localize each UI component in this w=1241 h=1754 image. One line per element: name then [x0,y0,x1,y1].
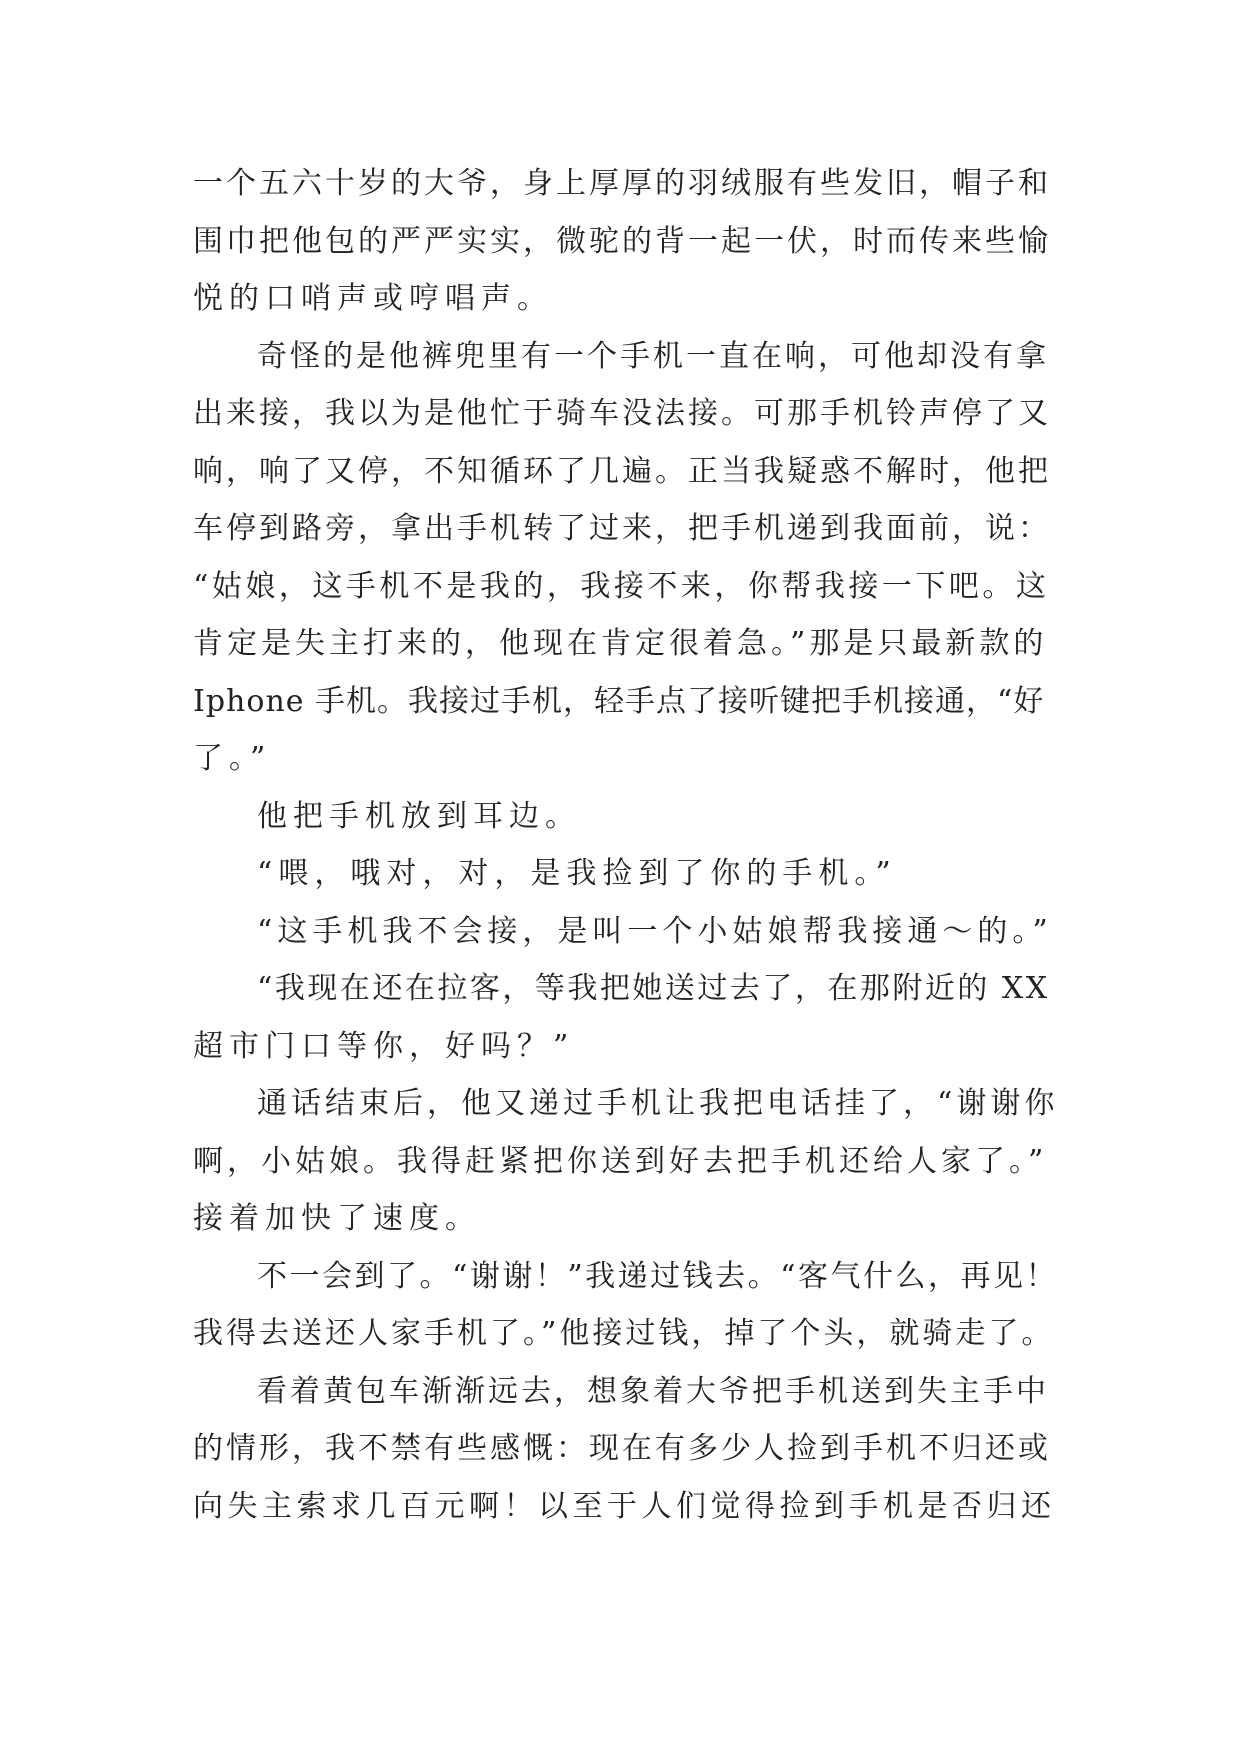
text-line: 向失主索求几百元啊！以至于人们觉得捡到手机是否归还 [193,1488,1056,1524]
text-line: 接着加快了速度。 [193,1201,481,1236]
text-line: 奇怪的是他裤兜里有一个手机一直在响，可他却没有拿 [257,338,1049,374]
text-line: 啊，小姑娘。我得赶紧把你送到好去把手机还给人家了。” [193,1143,1048,1179]
text-line: “喂，哦对，对，是我捡到了你的手机。” [257,856,897,891]
text-line: 不一会到了。“谢谢！”我递过钱去。“客气什么，再见！ [257,1258,1059,1294]
text-line: 一个五六十岁的大爷，身上厚厚的羽绒服有些发旧，帽子和 [193,166,1051,201]
text-line: 看着黄包车渐渐远去，想象着大爷把手机送到失主手中 [257,1373,1049,1409]
text-line: 了。” [193,741,272,776]
text-line: 我得去送还人家手机了。”他接过钱，掉了个头，就骑走了。 [193,1316,1055,1351]
text-line: 他把手机放到耳边。 [257,798,581,834]
text-line: 肯定是失主打来的，他现在肯定很着急。”那是只最新款的 [193,626,1048,661]
text-line: Iphone 手机。我接过手机，轻手点了接听键把手机接通，“好 [193,683,1045,719]
body-text [193,155,1059,1535]
text-line: 围巾把他包的严严实实，微驼的背一起一伏，时而传来些愉 [193,223,1051,259]
text-line: 的情形，我不禁有些感慨：现在有多少人捡到手机不归还或 [193,1431,1051,1466]
text-line: 超市门口等你，好吗？” [193,1028,575,1064]
text-line: 悦的口哨声或哼唱声。 [193,281,553,316]
text-line: “姑娘，这手机不是我的，我接不来，你帮我接一下吧。这 [193,568,1050,604]
text-line: 响，响了又停，不知循环了几遍。正当我疑惑不解时，他把 [193,453,1051,489]
text-line: 通话结束后，他又递过手机让我把电话挂了，“谢谢你 [257,1086,1059,1121]
text-line: 车停到路旁，拿出手机转了过来，把手机递到我面前，说： [193,511,1051,546]
text-line: “我现在还在拉客，等我把她送过去了，在那附近的 XX [257,971,1050,1006]
text-line: “这手机我不会接，是叫一个小姑娘帮我接通～的。” [257,913,1053,949]
text-line: 出来接，我以为是他忙于骑车没法接。可那手机铃声停了又 [193,396,1051,431]
